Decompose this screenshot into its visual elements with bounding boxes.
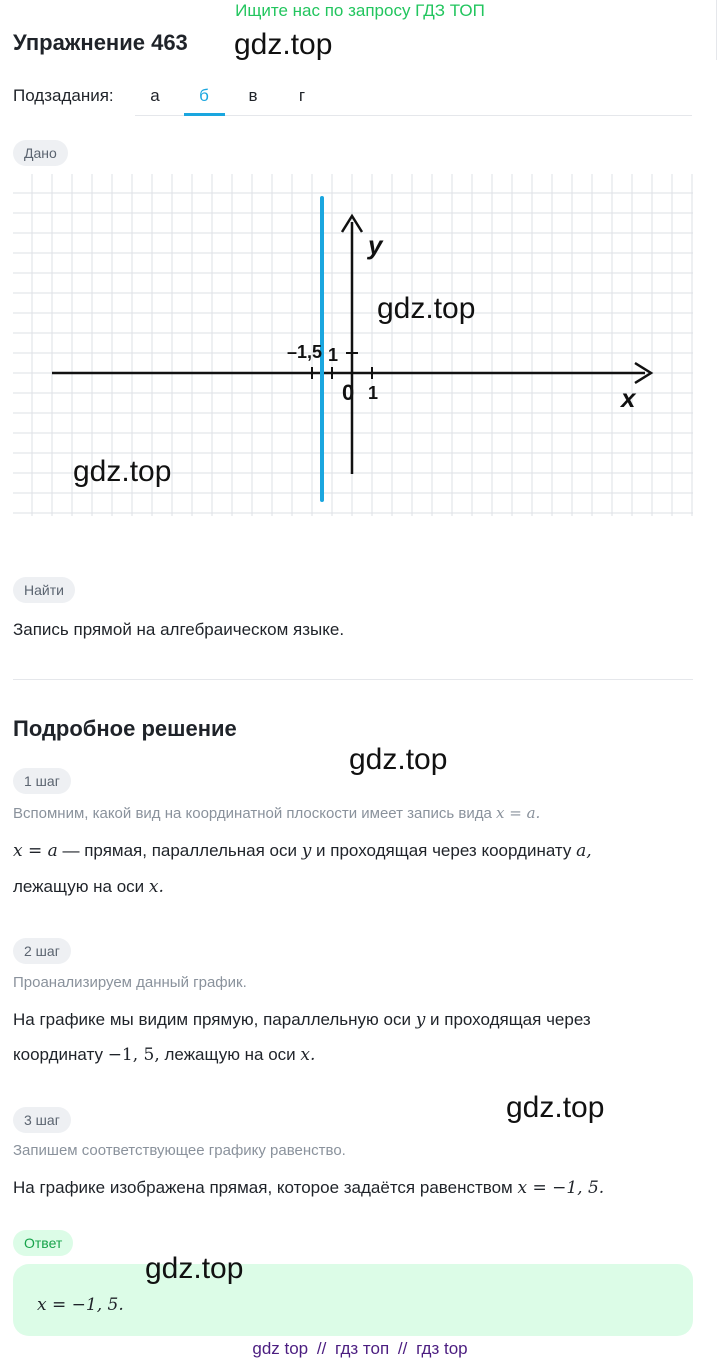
subtasks-label: Подзадания: [13, 86, 114, 105]
y-unit-label: 1 [328, 345, 339, 365]
footer-link[interactable]: гдз top [416, 1339, 468, 1358]
watermark: gdz.top [234, 28, 333, 61]
search-banner: Ищите нас по запросу ГДЗ ТОП [235, 1, 485, 20]
watermark: gdz.top [349, 743, 448, 776]
origin-label: 0 [342, 380, 355, 405]
footer-links [0, 1339, 720, 1359]
step-1-chip: 1 шаг [13, 768, 71, 794]
footer-link[interactable]: gdz top [252, 1339, 309, 1358]
watermark: gdz.top [506, 1091, 605, 1124]
footer-separator: // [316, 1339, 327, 1358]
footer-separator: // [397, 1339, 408, 1358]
answer-value: x = −1, 5. [37, 1295, 124, 1315]
tab-b[interactable]: б [199, 86, 209, 105]
step-1-line-1: x = a — прямая, параллельная оси y и проходящая через координату a, [13, 841, 592, 861]
watermark: gdz.top [377, 292, 476, 325]
step-1-hint: Вспомним, какой вид на координатной плоскости имеет запись вида x = a. [13, 804, 541, 822]
watermark: gdz.top [73, 455, 172, 488]
section-divider [13, 679, 693, 680]
x-unit-label: 1 [368, 383, 379, 403]
step-2-line-2: координату −1, 5, лежащую на оси x. [13, 1045, 316, 1065]
page-edge-divider [716, 0, 717, 60]
tab-a[interactable]: а [150, 86, 160, 105]
y-axis-label: y [368, 230, 383, 260]
page-title: Упражнение 463 [13, 30, 188, 55]
given-chip: Дано [13, 140, 68, 166]
answer-chip: Ответ [13, 1230, 73, 1256]
step-2-hint: Проанализируем данный график. [13, 974, 247, 991]
step-3-hint: Запишем соответствующее графику равенство. [13, 1142, 346, 1159]
find-text: Запись прямой на алгебраическом языке. [13, 620, 345, 639]
step-1-line-2: лежащую на оси x. [13, 877, 164, 897]
tab-g[interactable]: г [298, 86, 306, 105]
x-axis-label: x [621, 383, 636, 413]
step-3-line-1: На графике изображена прямая, которое задаётся равенством x = −1, 5. [13, 1178, 605, 1198]
step-3-chip: 3 шаг [13, 1107, 71, 1133]
solution-title: Подробное решение [13, 716, 237, 741]
active-tab-indicator [184, 113, 225, 116]
footer-link[interactable]: гдз топ [335, 1339, 390, 1358]
line-value-label: –1,5 [287, 342, 323, 362]
step-2-chip: 2 шаг [13, 938, 71, 964]
watermark: gdz.top [145, 1252, 244, 1285]
find-chip: Найти [13, 577, 75, 603]
tab-v[interactable]: в [248, 86, 258, 105]
step-2-line-1: На графике мы видим прямую, параллельную оси y и проходящая через [13, 1010, 591, 1030]
